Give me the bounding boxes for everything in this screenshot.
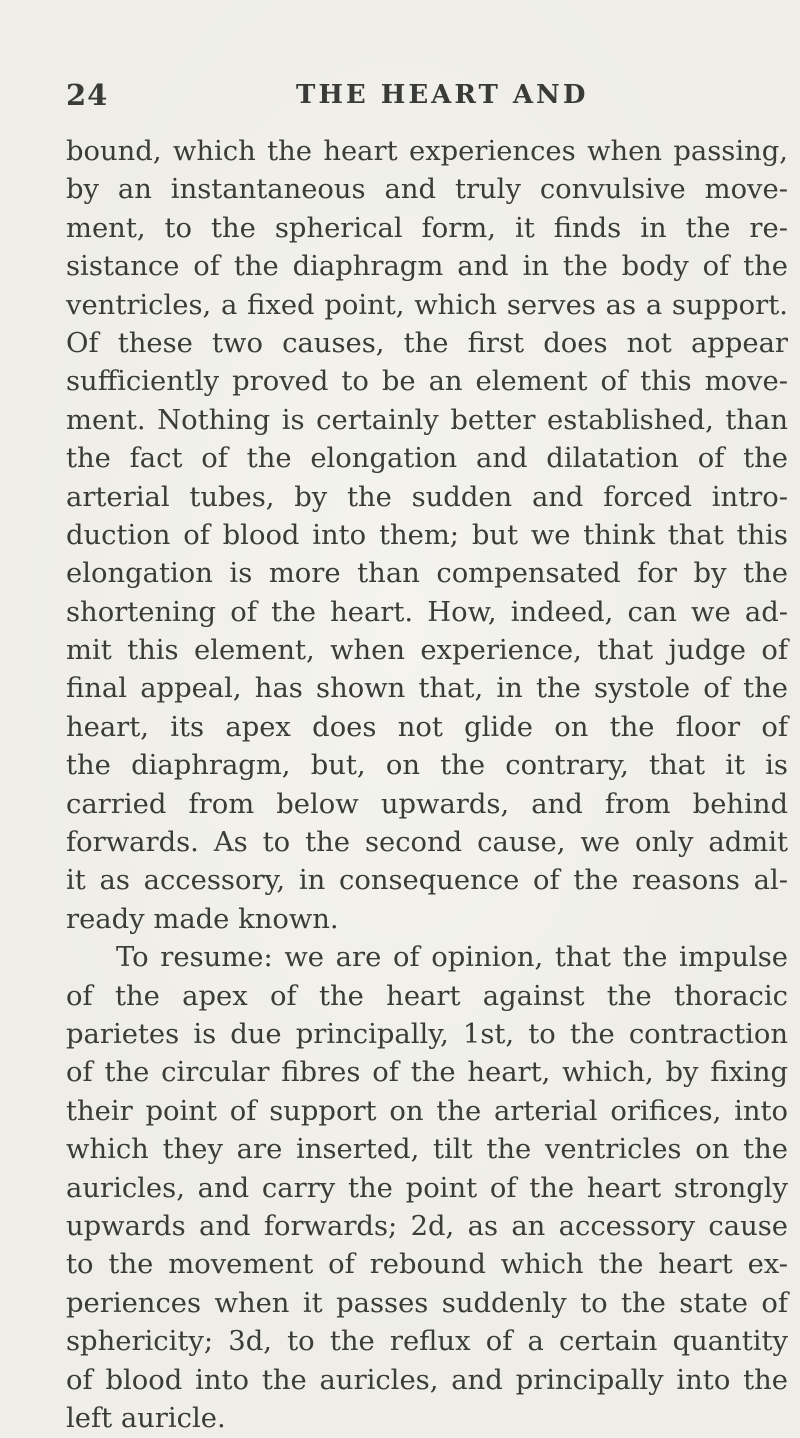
paragraph-end-line: ready made known. <box>66 903 339 935</box>
page-number: 24 <box>66 78 109 112</box>
text-line: sphericity; 3d, to the reflux of a certain quantity <box>66 1326 788 1358</box>
text-line: heart, its apex does not glide on the floor of <box>66 711 788 743</box>
paragraph-start-line: To resume: we are of opinion, that the impulse <box>116 942 788 974</box>
text-line: ment. Nothing is certainly better established, than <box>66 404 788 436</box>
text-line: which they are inserted, tilt the ventricles on the <box>66 1134 788 1166</box>
text-line: it as accessory, in consequence of the reasons al- <box>66 865 788 897</box>
text-line: to the movement of rebound which the heart ex- <box>66 1249 788 1281</box>
text-line: forwards. As to the second cause, we only admit <box>66 827 788 859</box>
text-line: elongation is more than compensated for by the <box>66 558 788 590</box>
text-line: periences when it passes suddenly to the state of <box>66 1287 788 1319</box>
text-line: the fact of the elongation and dilatation of the <box>66 443 788 475</box>
text-line: parietes is due principally, 1st, to the contraction <box>66 1018 788 1050</box>
paragraph-end-line: left auricle. <box>66 1402 226 1434</box>
text-line: bound, which the heart experiences when passing, <box>66 136 788 167</box>
text-line: ment, to the spherical form, it finds in the re- <box>66 212 788 244</box>
text-line: the diaphragm, but, on the contrary, that it is <box>66 750 788 782</box>
text-line: by an instantaneous and truly convulsive move- <box>66 174 788 206</box>
text-line: of blood into the auricles, and principally into the <box>66 1364 788 1396</box>
text-line: Of these two causes, the first does not appear <box>66 327 788 359</box>
text-line: ventricles, a fixed point, which serves as a support. <box>66 289 788 321</box>
text-line: mit this element, when experience, that judge of <box>66 635 788 667</box>
text-line: carried from below upwards, and from behind <box>66 788 788 820</box>
text-line: of the apex of the heart against the thoracic <box>66 980 788 1012</box>
text-line: sistance of the diaphragm and in the body of the <box>66 251 788 283</box>
text-line: upwards and forwards; 2d, as an accessory cause <box>66 1210 788 1242</box>
running-head: THE HEART AND <box>296 80 589 110</box>
page-header <box>66 74 786 118</box>
text-line: auricles, and carry the point of the heart strongly <box>66 1172 788 1204</box>
text-line: of the circular fibres of the heart, which, by fixing <box>66 1057 788 1089</box>
text-line: their point of support on the arterial orifices, into <box>66 1095 788 1127</box>
text-line: shortening of the heart. How, indeed, can we ad- <box>66 596 788 628</box>
text-line: sufficiently proved to be an element of this move- <box>66 366 788 398</box>
text-line: duction of blood into them; but we think that this <box>66 519 788 551</box>
text-line: final appeal, has shown that, in the systole of the <box>66 673 788 705</box>
body-text <box>66 133 788 1438</box>
text-line: arterial tubes, by the sudden and forced intro- <box>66 481 788 513</box>
